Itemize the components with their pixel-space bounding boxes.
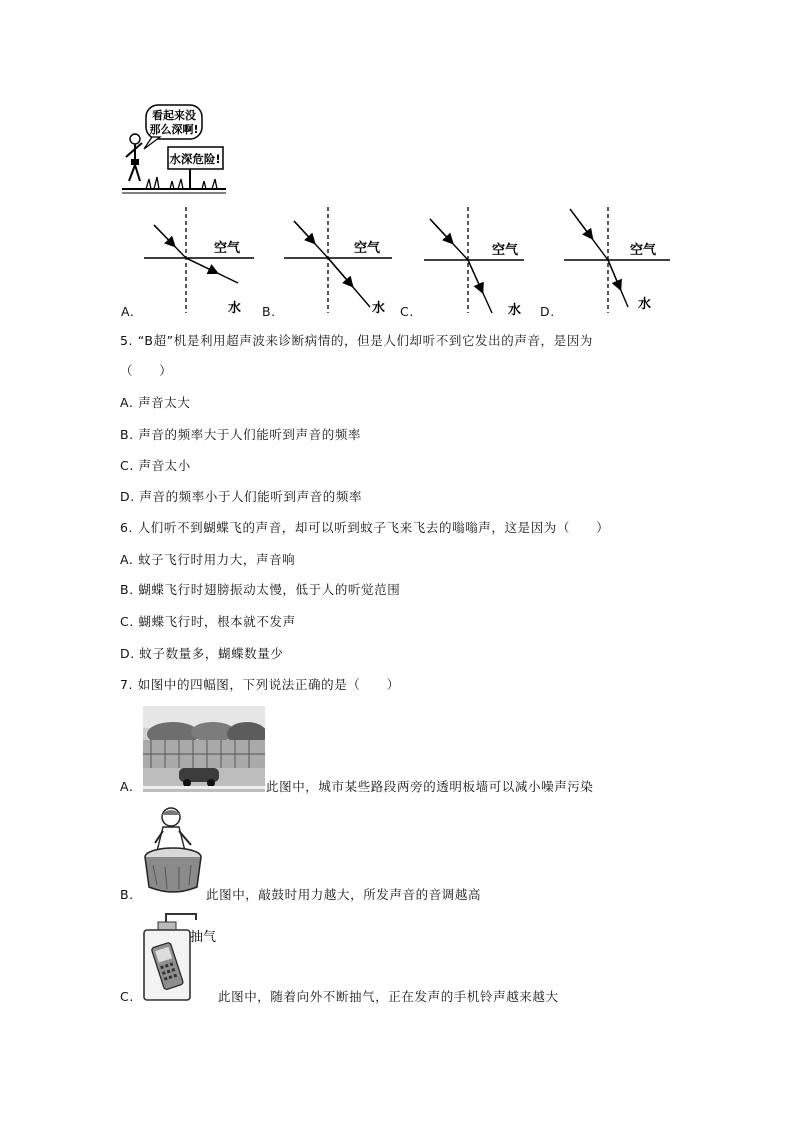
q6-option-a[interactable]: A. 蚊子飞行时用力大，声音响 [120,552,296,567]
q5-paren: （ ） [120,363,173,378]
photo-sound-barrier [143,706,265,792]
q7-option-c-letter[interactable]: C. [120,989,134,1004]
cartoon-deep-water [122,103,226,195]
q5-option-d[interactable]: D. 声音的频率小于人们能听到声音的频率 [120,489,363,504]
water-label-b: 水 [372,301,386,316]
diagram-option-c[interactable]: C. [400,304,414,319]
drum-image [143,805,205,895]
diagram-d [564,207,670,313]
diagram-a [144,207,254,316]
q5-stem: 5. “B超”机是利用超声波来诊断病情的，但是人们却听不到它发出的声音，是因为 [120,333,593,348]
speech-line-1: 看起来没 [152,109,196,122]
q6-option-b[interactable]: B. 蝴蝶飞行时翅膀振动太慢，低于人的听觉范围 [120,582,401,597]
diagram-option-b[interactable]: B. [262,304,276,319]
speech-line-2: 那么深啊! [149,123,199,136]
q6-option-c[interactable]: C. 蝴蝶飞行时，根本就不发声 [120,614,296,629]
sound-barrier-image [143,706,265,792]
cartoon-illustration [122,103,226,195]
water-label-a: 水 [228,301,242,316]
pump-label: 抽气 [190,930,217,945]
diagram-option-a[interactable]: A. [121,304,135,319]
sign-text: 水深危险! [169,152,221,166]
diagram-c [424,207,524,318]
q5-option-a[interactable]: A. 声音太大 [120,395,191,410]
q7-option-b-text[interactable]: 此图中，敲鼓时用力越大，所发声音的音调越高 [206,887,482,902]
q7-option-c-text[interactable]: 此图中，随着向外不断抽气，正在发声的手机铃声越来越大 [218,989,559,1004]
q7-option-a-letter[interactable]: A. [120,779,134,794]
q6-option-d[interactable]: D. 蚊子数量多，蝴蝶数量少 [120,646,284,661]
q5-option-b[interactable]: B. 声音的频率大于人们能听到声音的频率 [120,427,362,442]
bell-jar-image [140,910,222,1002]
air-label-a: 空气 [214,241,241,256]
q6-stem: 6. 人们听不到蝴蝶飞的声音，却可以听到蚊子飞来飞去的嗡嗡声，这是因为（ ） [120,520,610,535]
water-label-c: 水 [508,303,522,318]
air-label-d: 空气 [630,243,657,258]
air-label-c: 空气 [492,243,519,258]
q7-stem: 7. 如图中的四幅图，下列说法正确的是（ ） [120,677,400,692]
q7-option-a-text[interactable]: 此图中，城市某些路段两旁的透明板墙可以减小噪声污染 [266,779,594,794]
diagram-b [284,207,392,316]
air-label-b: 空气 [354,241,381,256]
q5-option-c[interactable]: C. 声音太小 [120,458,191,473]
photo-drum [143,805,205,895]
q7-option-b-letter[interactable]: B. [120,887,134,902]
photo-bell-jar [140,910,222,1002]
diagram-option-d[interactable]: D. [540,304,555,319]
water-label-d: 水 [638,297,652,312]
